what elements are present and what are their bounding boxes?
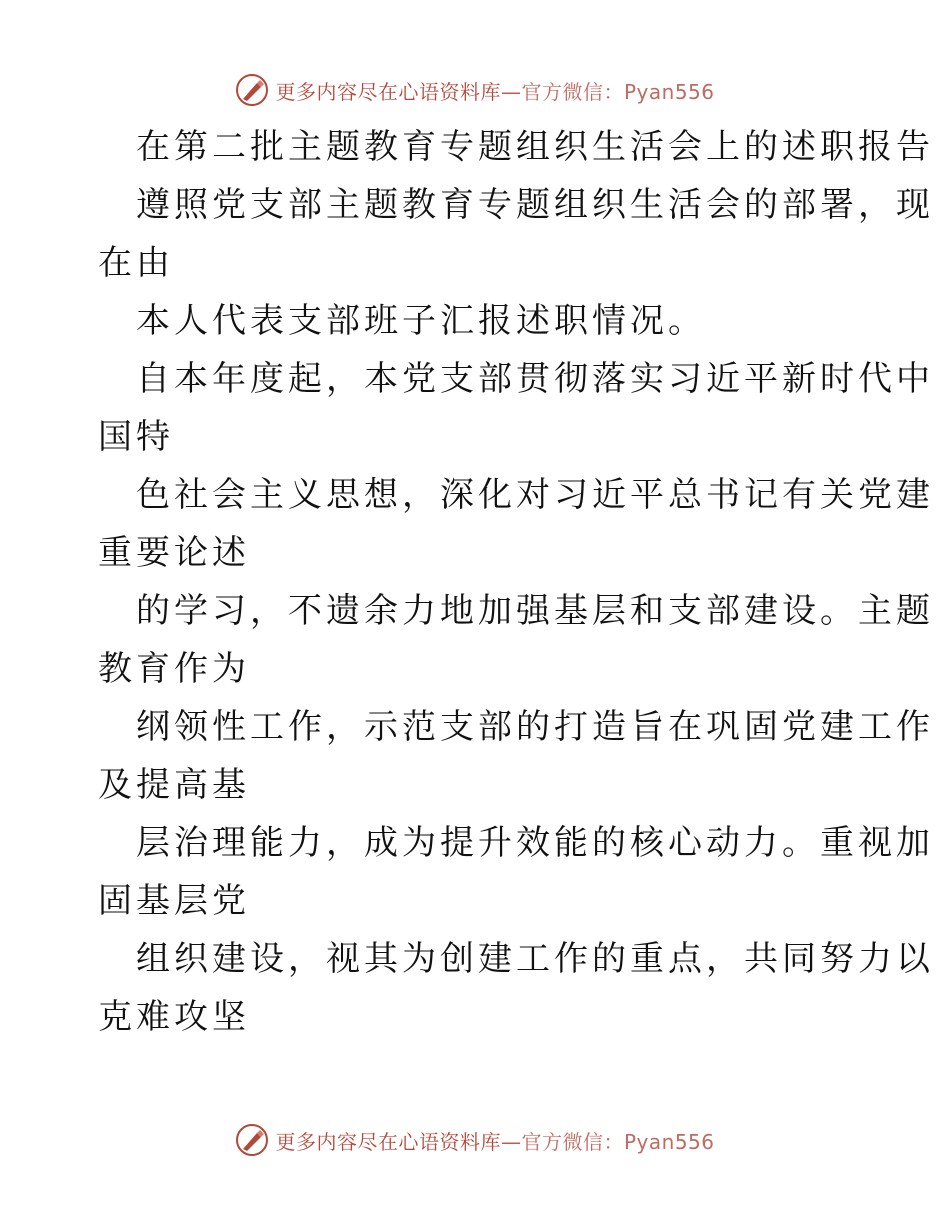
paragraph-line: 层治理能力，成为提升效能的核心动力。重视加 <box>136 823 934 863</box>
paragraph-line: 本人代表支部班子汇报述职情况。 <box>136 301 706 341</box>
header-banner-main: 更多内容尽在心语资料库 <box>275 79 501 104</box>
paragraph-line: 组织建设，视其为创建工作的重点，共同努力以 <box>136 939 934 979</box>
paragraph-line: 自本年度起，本党支部贯彻落实习近平新时代中 <box>136 359 934 399</box>
footer-banner-separator: — <box>500 1129 522 1154</box>
footer-banner-text <box>275 1126 714 1155</box>
paragraph-line: 国特 <box>98 417 174 457</box>
header-banner-wechat-label: 官方微信： <box>521 79 624 104</box>
paragraph-line: 在由 <box>98 243 174 283</box>
pen-logo-icon <box>235 1123 269 1157</box>
footer-banner-wechat-id: Pyan556 <box>623 1129 715 1154</box>
header-banner-separator: — <box>500 79 522 104</box>
paragraph-line: 色社会主义思想，深化对习近平总书记有关党建 <box>136 475 934 515</box>
paragraph-line: 及提高基 <box>98 765 250 805</box>
paragraph-line: 克难攻坚 <box>98 997 250 1037</box>
header-banner-text <box>275 76 714 105</box>
paragraph-line: 固基层党 <box>98 881 250 921</box>
header-banner <box>0 70 950 110</box>
footer-banner-main: 更多内容尽在心语资料库 <box>275 1129 501 1154</box>
paragraph-line: 的学习，不遗余力地加强基层和支部建设。主题 <box>136 591 934 631</box>
paragraph-line: 纲领性工作，示范支部的打造旨在巩固党建工作 <box>136 707 934 747</box>
paragraph-line: 遵照党支部主题教育专题组织生活会的部署，现 <box>136 185 934 225</box>
document-body <box>98 118 934 1046</box>
footer-banner <box>0 1120 950 1160</box>
paragraph-line: 重要论述 <box>98 533 250 573</box>
document-title: 在第二批主题教育专题组织生活会上的述职报告 <box>136 127 934 167</box>
pen-logo-icon <box>235 73 269 107</box>
header-banner-wechat-id: Pyan556 <box>623 79 715 104</box>
footer-banner-wechat-label: 官方微信： <box>521 1129 624 1154</box>
paragraph-line: 教育作为 <box>98 649 250 689</box>
